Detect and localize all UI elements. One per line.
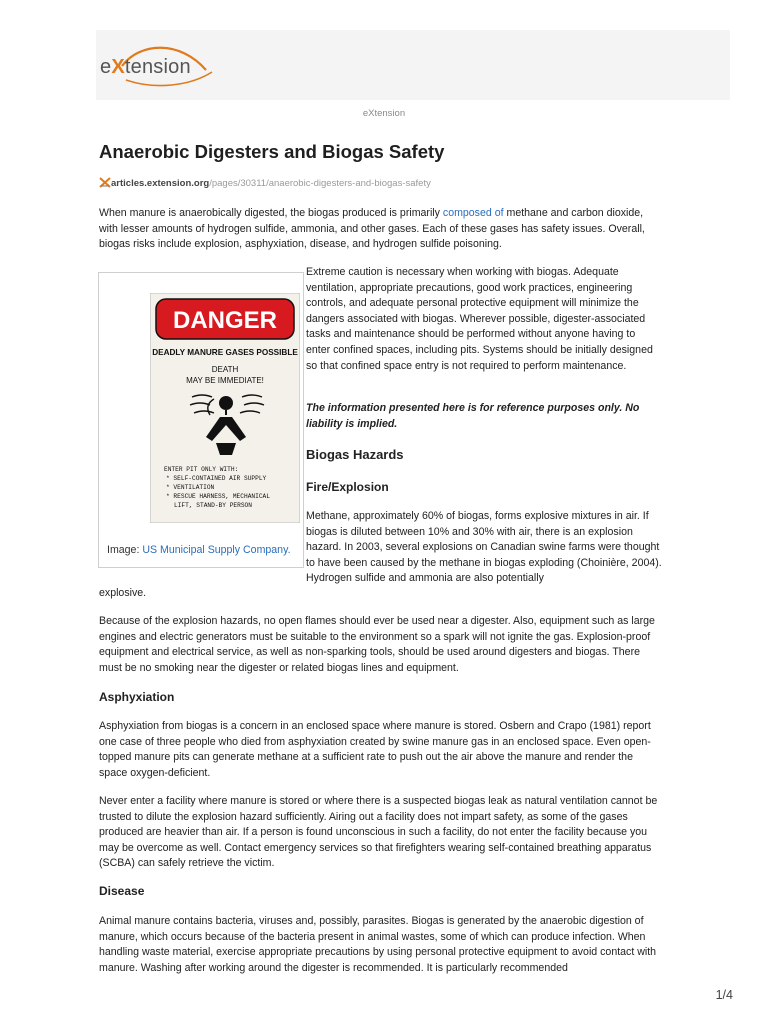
fire-paragraph-1: Methane, approximately 60% of biogas, forms explosive mixtures in air. If biogas is diluted between 10% and 30% with air, there is an explosion hazard. In 2003, several explosions on Canadian swine farms were thought to have been caused by the methane in biogas exploding (Choinière, 2004). Hydrogen sulfide and ammonia are also potentially <box>306 510 662 585</box>
fire-explosion-heading: Fire/Explosion <box>306 480 389 494</box>
image-credit-link[interactable]: US Municipal Supply Company. <box>142 544 291 556</box>
site-caption: eXtension <box>362 108 406 119</box>
fire-paragraph-1-tail: explosive. <box>99 587 147 599</box>
intro-paragraph: When manure is anaerobically digested, the biogas produced is primarily composed of methane and carbon dioxide, with lesser amounts of hydrogen sulfide, ammonia, and other gases. Each of these gases has safety issues. Overall, biogas risks include explosion, asphyxiation, disease, and hydrogen sulfide poisoning. <box>99 207 645 251</box>
sign-line2: DEATH <box>211 365 239 374</box>
disclaimer-paragraph: The information presented here is for reference purposes only. No liability is implied. <box>306 402 640 430</box>
sign-title: DANGER <box>172 307 278 334</box>
figure-caption: Image: US Municipal Supply Company. <box>107 544 291 556</box>
sign-item1: * SELF-CONTAINED AIR SUPPLY <box>166 475 267 482</box>
logo-wordmark: eXtension <box>100 56 191 78</box>
danger-sign-figure <box>98 272 304 568</box>
asphyxiation-paragraph-1: Asphyxiation from biogas is a concern in an enclosed space where manure is stored. Osbern and Crapo (1981) report one case of three people who died from asphyxiation created by swine manure gas in an enclosed space. Even open-topped manure pits can generate methane at a sufficient rate to push out the air above the manure and render the space oxygen-deficient. <box>99 720 651 779</box>
extension-logo[interactable] <box>100 40 220 92</box>
composed-of-link[interactable]: composed of <box>442 207 504 219</box>
fire-paragraph-2: Because of the explosion hazards, no open flames should ever be used near a digester. Also, equipment such as large engines and electric generators must be suitable to the environment so a spark will not ignite the gas. Explosion-proof equipment and electrical service, as well as non-sparking tools, should be used around digesters and biogas. There must be no smoking near the digester or related biogas lines and equipment. <box>99 615 655 674</box>
sign-line1: DEADLY MANURE GASES POSSIBLE <box>152 348 298 357</box>
sign-enter: ENTER PIT ONLY WITH: <box>164 466 239 473</box>
favicon-icon <box>99 176 111 188</box>
url-path: /pages/30311/anaerobic-digesters-and-biogas-safety <box>209 178 431 189</box>
asphyxiation-heading: Asphyxiation <box>99 690 175 704</box>
sign-line3: MAY BE IMMEDIATE! <box>186 376 264 385</box>
article-title: Anaerobic Digesters and Biogas Safety <box>99 141 445 162</box>
biogas-hazards-heading: Biogas Hazards <box>306 447 404 462</box>
sign-item3: * RESCUE HARNESS, MECHANICAL <box>166 493 270 500</box>
source-url[interactable] <box>99 176 431 190</box>
sign-item4: LIFT, STAND-BY PERSON <box>174 502 252 509</box>
disease-paragraph-1: Animal manure contains bacteria, viruses and, possibly, parasites. Biogas is generated by the anaerobic digestion of manure, which occurs because of the bacteria present in animal wastes, some of which can produce infection. When handling waste material, exercise appropriate precautions by using personal protective equipment to avoid contact with manure. Washing after working around the digester is recommended. It is particularly recommended <box>99 915 657 974</box>
danger-sign-image <box>150 293 300 523</box>
url-host: articles.extension.org <box>111 178 210 189</box>
disease-heading: Disease <box>99 884 145 898</box>
caution-paragraph: Extreme caution is necessary when working with biogas. Adequate ventilation, appropriate precautions, good work practices, engineering controls, and adequate personal protective equipment will minimize the dangers associated with biogas. Wherever possible, digester-associated tasks and maintenance should be performed without anyone having to enter confined spaces, including pits. Systems should be initially designed so that confined space entry is not required to perform maintenance. <box>306 266 653 372</box>
asphyxiation-paragraph-2: Never enter a facility where manure is stored or where there is a suspected biogas leak as natural ventilation cannot be trusted to dilute the explosion hazard sufficiently. Airing out a facility does not impart safety, as some of the gases produced are heavier than air. If a person is found unconscious in such a facility, do not enter the facility because you may be overcome as well. Contact emergency services so that firefighters wearing self-contained breathing apparatus (SCBA) can safely retrieve the victim. <box>99 795 658 870</box>
sign-item2: * VENTILATION <box>166 484 215 491</box>
page-indicator: 1/4 <box>715 988 733 1002</box>
